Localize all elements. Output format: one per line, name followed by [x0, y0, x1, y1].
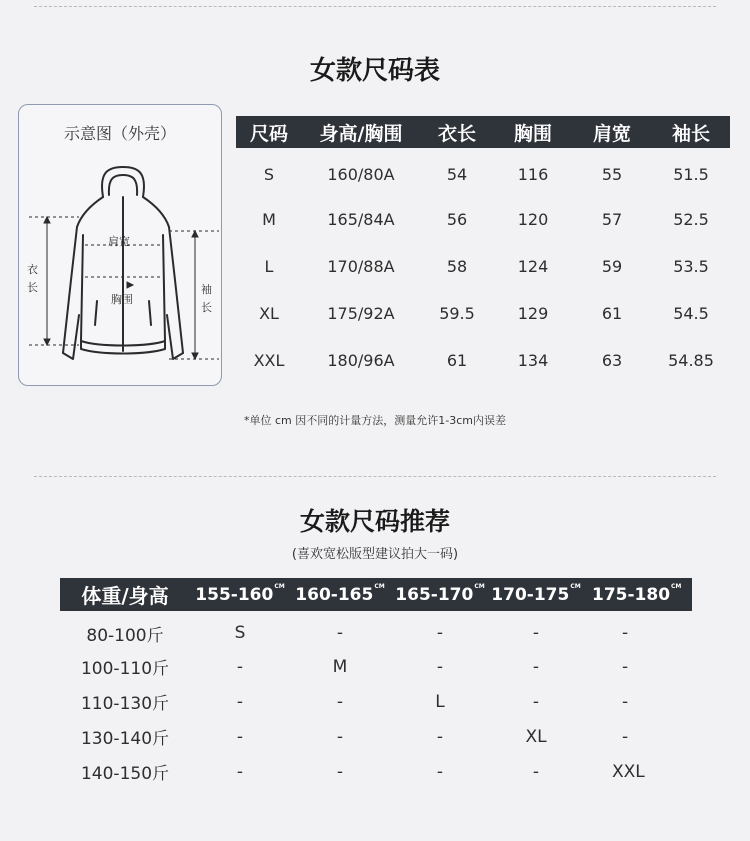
col-size: 尺码: [236, 116, 302, 148]
cell-size: L: [435, 691, 445, 712]
size-table: [236, 116, 730, 384]
cell-size: -: [236, 761, 244, 782]
cell-size: -: [622, 623, 629, 643]
table-row: [236, 148, 730, 196]
cell-height-chest: 165/84A: [327, 210, 395, 229]
cell-size: -: [622, 691, 629, 712]
cell-size: -: [532, 623, 540, 643]
cell-length: 59.5: [439, 304, 475, 323]
size-table-header: [236, 116, 730, 148]
table-row: [60, 684, 692, 719]
table-row: [236, 337, 730, 384]
cell-weight: 110-130斤: [80, 694, 170, 714]
table-row: [236, 196, 730, 243]
cell-size: -: [622, 726, 629, 747]
cell-size: -: [532, 761, 540, 782]
cell-length: 58: [446, 257, 468, 276]
cell-size: M: [262, 210, 276, 229]
unit-mark: CM: [570, 582, 581, 590]
cell-shoulder: 61: [601, 304, 623, 323]
cell-sleeve: 54.85: [668, 351, 714, 370]
col-label: 175-180: [592, 584, 671, 605]
cell-size: -: [236, 726, 244, 747]
cell-sleeve: 52.5: [673, 210, 709, 229]
table-row: [60, 754, 692, 789]
section-divider: [34, 476, 716, 477]
col-height-170-175: [490, 578, 582, 611]
cell-height-chest: 170/88A: [327, 257, 395, 276]
cell-size: -: [236, 691, 244, 712]
sleeve-label-1: 袖: [201, 283, 212, 296]
col-length: 衣长: [420, 116, 494, 148]
cell-size: -: [436, 761, 444, 782]
cell-height-chest: 180/96A: [327, 351, 395, 370]
size-chart-title: 女款尺码表: [309, 56, 440, 86]
recommend-header: [60, 578, 692, 611]
col-height-175-180: [582, 578, 692, 611]
cell-chest: 116: [517, 164, 549, 184]
cell-size: -: [336, 623, 344, 643]
cell-sleeve: 53.5: [673, 257, 709, 276]
cell-size: L: [264, 257, 274, 276]
col-label: 160-165: [295, 584, 374, 605]
col-height-chest: 身高/胸围: [302, 116, 420, 148]
col-sleeve: 袖长: [652, 116, 730, 148]
cell-height-chest: 175/92A: [327, 304, 395, 323]
recommend-title: 女款尺码推荐: [299, 507, 450, 536]
cell-chest: 129: [517, 304, 549, 323]
measurement-note: *单位 cm 因不同的计量方法，测量允许1-3cm内误差: [244, 414, 506, 427]
top-divider: [34, 6, 716, 7]
jacket-diagram-card: [18, 104, 222, 386]
cell-size: -: [532, 656, 540, 677]
col-label: 155-160: [195, 584, 274, 605]
cell-chest: 120: [517, 210, 549, 229]
cell-size: -: [532, 691, 540, 712]
cell-chest: 134: [517, 351, 549, 370]
cell-size: -: [622, 656, 629, 677]
cell-length: 54: [446, 164, 468, 184]
cell-shoulder: 63: [601, 351, 623, 370]
unit-mark: CM: [474, 582, 485, 590]
recommend-subtitle: (喜欢宽松版型建议拍大一码): [291, 547, 459, 562]
col-shoulder: 肩宽: [572, 116, 652, 148]
table-row: [60, 649, 692, 684]
col-height-160-165: [290, 578, 390, 611]
cell-size: XXL: [612, 761, 645, 782]
cell-size: -: [436, 726, 444, 747]
shoulder-label: 肩宽: [108, 235, 130, 248]
unit-mark: CM: [374, 582, 385, 590]
cell-size: -: [336, 691, 344, 712]
cell-size: XL: [525, 726, 547, 747]
table-row: [236, 243, 730, 290]
diagram-caption: 示意图（外壳）: [63, 124, 176, 143]
length-label-2: 长: [27, 281, 38, 294]
table-row: [60, 611, 692, 649]
cell-size: XL: [259, 304, 279, 323]
cell-shoulder: 57: [601, 210, 623, 229]
cell-size: -: [436, 623, 444, 643]
cell-shoulder: 59: [601, 257, 623, 276]
cell-size: -: [436, 656, 444, 677]
cell-chest: 124: [517, 257, 549, 276]
cell-size: -: [336, 726, 344, 747]
table-row: [60, 719, 692, 754]
cell-height-chest: 160/80A: [327, 164, 395, 184]
cell-size: M: [332, 656, 348, 677]
cell-length: 56: [446, 210, 468, 229]
cell-weight: 80-100斤: [86, 625, 164, 646]
cell-size: S: [234, 623, 246, 643]
col-height-165-170: [390, 578, 490, 611]
cell-weight: 100-110斤: [80, 659, 170, 679]
col-label: 165-170: [395, 584, 474, 605]
chest-label: 胸围: [111, 293, 133, 306]
cell-length: 61: [446, 351, 468, 370]
col-label: 170-175: [491, 584, 570, 605]
cell-weight: 130-140斤: [80, 729, 170, 749]
cell-sleeve: 54.5: [673, 304, 709, 323]
unit-mark: CM: [671, 582, 682, 590]
col-height-155-160: [190, 578, 290, 611]
col-chest: 胸围: [494, 116, 572, 148]
cell-weight: 140-150斤: [80, 764, 170, 784]
length-label-1: 衣: [27, 263, 38, 276]
cell-size: XXL: [253, 351, 285, 370]
unit-mark: CM: [274, 582, 285, 590]
cell-size: S: [263, 164, 275, 184]
cell-size: -: [236, 656, 244, 677]
sleeve-label-2: 长: [201, 301, 212, 314]
corner-weight-height: 体重/身高: [60, 578, 190, 611]
cell-size: -: [336, 761, 344, 782]
recommend-table: [60, 578, 692, 789]
table-row: [236, 290, 730, 337]
cell-sleeve: 51.5: [673, 164, 709, 184]
cell-shoulder: 55: [601, 164, 623, 184]
